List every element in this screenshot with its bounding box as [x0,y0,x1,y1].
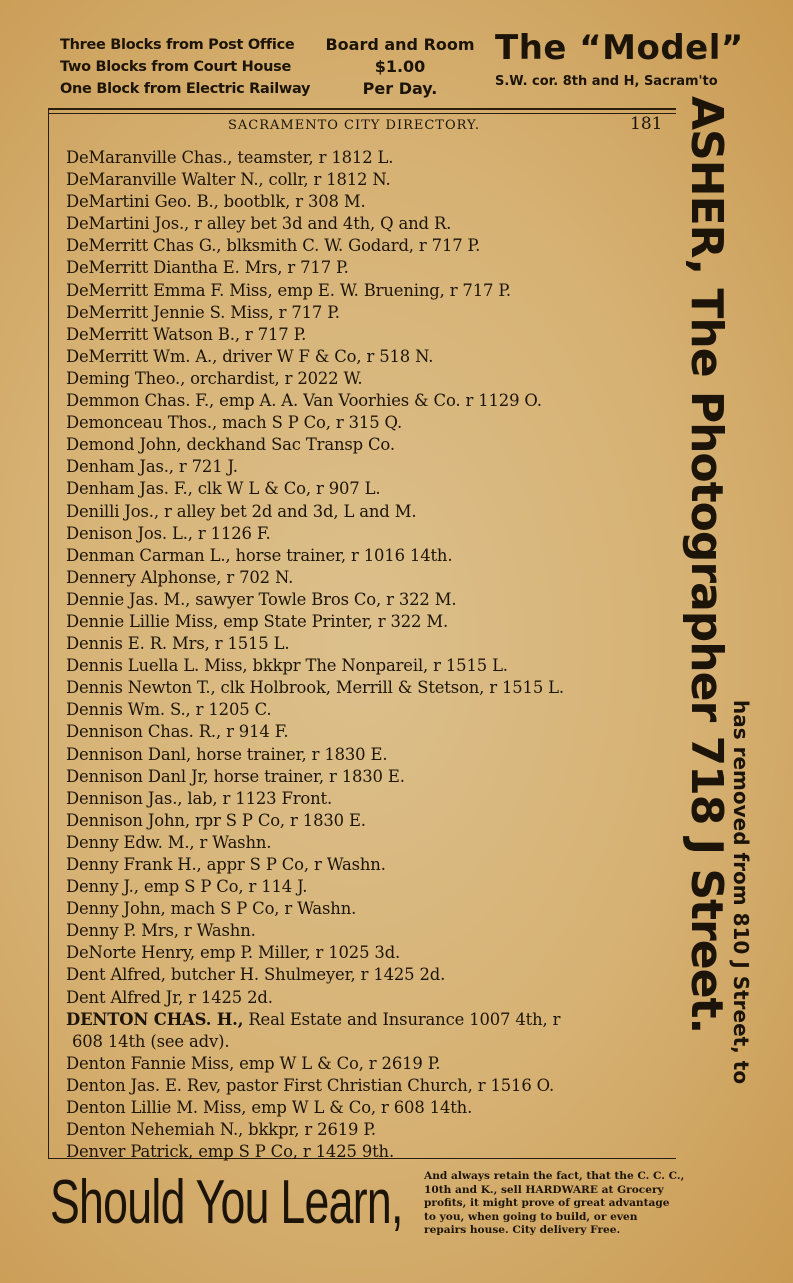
header-right-ad [495,28,765,89]
list-item: DeMerritt Jennie S. Miss, r 717 P. [66,302,340,322]
header-middle-line: $1.00 [374,57,426,76]
footer-headline: Should You Learn, [50,1168,403,1237]
footer-ad-line: repairs house. City delivery Free. [424,1224,621,1237]
list-item: DeNorte Henry, emp P. Miller, r 1025 3d. [66,943,401,963]
list-item: DeMerritt Wm. A., driver W F & Co, r 518 N. [66,346,434,366]
list-item: Denham Jas. F., clk W L & Co, r 907 L. [66,479,381,499]
list-item: Dennis Wm. S., r 1205 C. [66,700,272,720]
list-item: Demond John, deckhand Sac Transp Co. [66,435,395,455]
top-rule-thin [48,113,676,114]
list-item: Dennery Alphonse, r 702 N. [66,567,294,587]
list-item: Deming Theo., orchardist, r 2022 W. [66,368,363,388]
list-item: Dent Alfred, butcher H. Shulmeyer, r 1425 2d. [66,965,446,985]
list-item: DeMerritt Diantha E. Mrs, r 717 P. [66,258,349,278]
header-middle-line: Board and Room [325,35,475,54]
list-item: Dennie Lillie Miss, emp State Printer, r 322 M. [66,611,449,631]
list-item: Dennison John, rpr S P Co, r 1830 E. [66,810,366,830]
list-item: Denny P. Mrs, r Washn. [66,921,256,941]
list-item: Demmon Chas. F., emp A. A. Van Voorhies & Co. r 1129 O. [66,391,542,411]
photographer-ad-small-text: has removed from 810 J Street, to [729,700,753,1085]
list-item: Denton Fannie Miss, emp W L & Co, r 2619 P. [66,1053,441,1073]
list-item: DeMaranville Chas., teamster, r 1812 L. [66,148,394,167]
list-item: Denison Jos. L., r 1126 F. [66,523,271,543]
list-item: Dent Alfred Jr, r 1425 2d. [66,987,273,1007]
list-item: DeMaranville Walter N., collr, r 1812 N. [66,170,391,190]
footer-ad-line: And always retain the fact, that the C. C. C., [424,1170,685,1182]
model-hotel-address: S.W. cor. 8th and H, Sacram'to [495,74,718,89]
list-item: Dennis Newton T., clk Holbrook, Merrill & Stetson, r 1515 L. [66,678,564,698]
bold-entry-rest: Real Estate and Insurance 1007 4th, r [243,1009,561,1029]
list-item: Denny Frank H., appr S P Co, r Washn. [66,855,386,874]
list-item: Dennison Danl Jr, horse trainer, r 1830 E. [66,766,405,786]
footer-ad-line: to you, when going to build, or even [424,1210,638,1223]
list-item: Dennison Danl, horse trainer, r 1830 E. [66,744,388,764]
page-number: 181 [630,114,663,134]
list-item: Denny John, mach S P Co, r Washn. [66,899,357,919]
header-left-line: One Block from Electric Railway [60,81,311,97]
running-head: SACRAMENTO CITY DIRECTORY. [228,118,481,133]
list-item: Denton Lillie M. Miss, emp W L & Co, r 608 14th. [66,1098,473,1118]
header-left-line: Three Blocks from Post Office [60,37,295,53]
list-item: Denton Jas. E. Rev, pastor First Christian Church, r 1516 O. [66,1075,555,1095]
list-item: Denton Nehemiah N., bkkpr, r 2619 P. [66,1120,376,1140]
footer-ad-line: 10th and K., sell HARDWARE at Grocery [424,1183,664,1196]
list-item: DeMerritt Watson B., r 717 P. [66,324,307,344]
list-item: Denilli Jos., r alley bet 2d and 3d, L and M. [66,501,417,521]
footer-ad-copy [424,1170,724,1238]
list-item: DeMerritt Emma F. Miss, emp E. W. Bruening, r 717 P. [66,280,511,300]
list-item-continuation: 608 14th (see adv). [72,1031,230,1051]
list-item: Dennie Jas. M., sawyer Towle Bros Co, r 322 M. [66,589,457,609]
list-item: Dennis E. R. Mrs, r 1515 L. [66,634,290,654]
bold-entry-name: DENTON CHAS. H., [66,1009,244,1029]
list-item: Dennison Chas. R., r 914 F. [66,722,289,742]
header-middle-ad [305,34,495,100]
left-rule [48,108,49,1158]
model-hotel-title: The “Model” [495,28,744,68]
photographer-ad-text: ASHER, The Photographer 718 J Street. [681,96,732,1034]
list-item: Denny J., emp S P Co, r 114 J. [66,877,308,897]
list-item: Denver Patrick, emp S P Co, r 1425 9th. [66,1142,395,1162]
list-item: DeMartini Jos., r alley bet 3d and 4th, Q and R. [66,214,452,234]
list-item: Denham Jas., r 721 J. [66,457,238,477]
directory-entries [66,147,676,1163]
list-item: Dennison Jas., lab, r 1123 Front. [66,788,332,808]
header-left-line: Two Blocks from Court House [60,59,292,75]
header-middle-line: Per Day. [362,79,438,98]
list-item-bold [66,1009,676,1031]
footer-ad-line: profits, it might prove of great advantage [424,1197,670,1210]
header-left-ad [60,34,311,100]
list-item: Denny Edw. M., r Washn. [66,832,272,852]
list-item: Demonceau Thos., mach S P Co, r 315 Q. [66,413,403,433]
list-item: Dennis Luella L. Miss, bkkpr The Nonpareil, r 1515 L. [66,656,508,676]
photographer-ad [680,96,732,1146]
list-item: Denman Carman L., horse trainer, r 1016 14th. [66,545,453,565]
photographer-ad-small [728,700,756,1200]
list-item: DeMartini Geo. B., bootblk, r 308 M. [66,192,366,212]
list-item: DeMerritt Chas G., blksmith C. W. Godard, r 717 P. [66,236,481,256]
top-rule [48,108,676,110]
